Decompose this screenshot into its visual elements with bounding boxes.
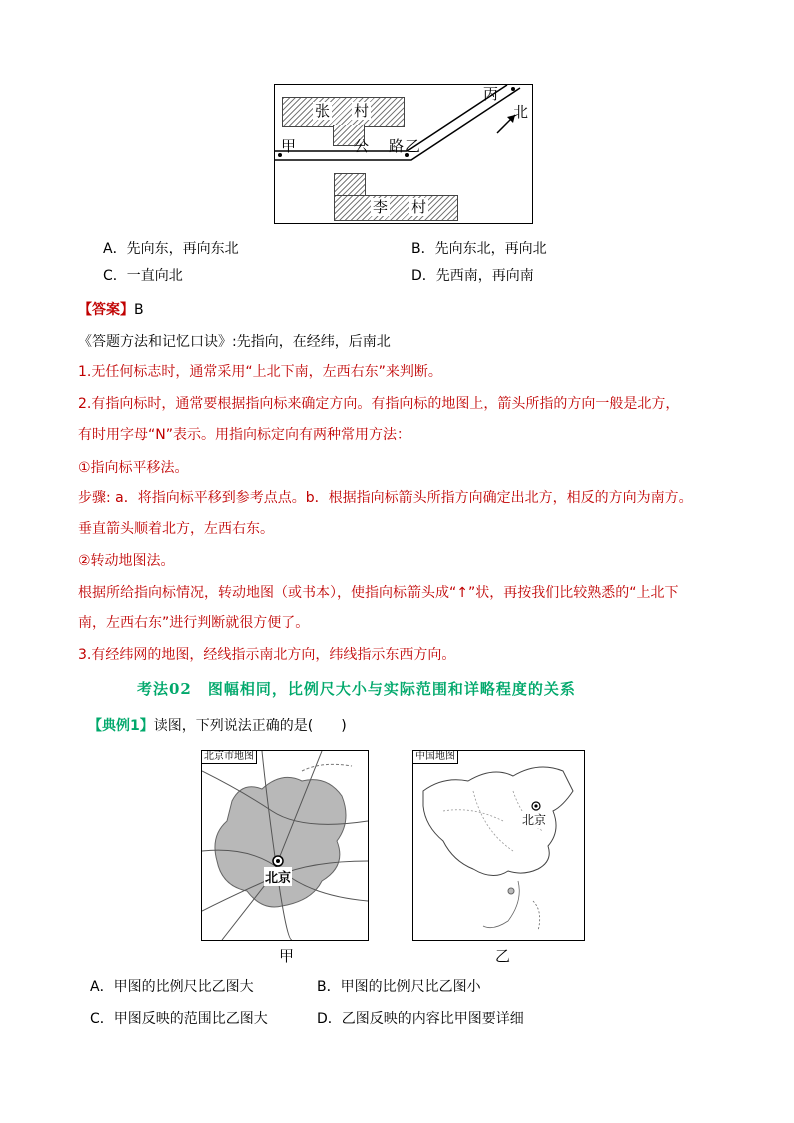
notes-point-3: 3.有经纬网的地图，经线指示南北方向，纬线指示东西方向。	[78, 647, 456, 663]
answer-line	[78, 300, 144, 320]
q1-option-a: A．先向东，再向东北	[103, 241, 239, 257]
china-beijing-label: 北京	[522, 813, 547, 827]
section-heading: 考法02 图幅相同，比例尺大小与实际范围和详略程度的关系	[137, 680, 576, 698]
map-right-caption: 乙	[495, 947, 511, 965]
q1-option-b: B．先向东北，再向北	[411, 241, 547, 257]
answer-value: B	[134, 302, 144, 318]
notes-method-2: ②转动地图法。	[78, 553, 175, 569]
example-tag: 【典例1】	[88, 718, 154, 734]
q2-option-b: B．甲图的比例尺比乙图小	[317, 979, 481, 995]
map-left-caption: 甲	[279, 947, 295, 965]
q2-option-d: D．乙图反映的内容比甲图要详细	[317, 1011, 524, 1027]
cun-label-2: 村	[411, 198, 427, 216]
notes-point-2b: 有时用字母“N”表示。用指向标定向有两种常用方法：	[78, 427, 411, 443]
beijing-map-title: 北京市地图	[202, 751, 257, 764]
zhang-label: 张	[315, 102, 331, 120]
village-road-map	[274, 84, 533, 224]
notes-steps-2: 垂直箭头顺着北方，左西右东。	[78, 521, 274, 537]
point-jia-label: 甲	[281, 137, 297, 155]
li-label: 李	[373, 198, 389, 216]
china-map-title: 中国地图	[413, 751, 458, 764]
li-village-upper	[334, 173, 366, 196]
north-label: 北	[513, 103, 529, 121]
beijing-map-graphic	[202, 751, 368, 940]
notes-title: 《答题方法和记忆口诀》:先指向，在经纬，后南北	[78, 334, 391, 350]
road-label-lu: 路	[389, 137, 405, 155]
point-yi-label: 乙	[405, 137, 421, 155]
q1-option-d: D．先西南，再向南	[411, 268, 534, 284]
notes-method-1: ①指向标平移法。	[78, 460, 189, 476]
beijing-city-label: 北京	[264, 867, 292, 886]
notes-rotate-2: 南，左西右东”进行判断就很方便了。	[78, 615, 310, 631]
example-question-text: 读图，下列说法正确的是( )	[153, 718, 347, 734]
china-map-graphic	[413, 751, 584, 940]
notes-rotate-1: 根据所给指向标情况，转动地图（或书本），使指向标箭头成“↑”状，再按我们比较熟悉的“上北下	[78, 585, 679, 601]
beijing-city-map	[201, 750, 369, 941]
example-question	[88, 716, 347, 736]
notes-point-1: 1.无任何标志时，通常采用“上北下南，左西右东”来判断。	[78, 364, 442, 380]
cun-label-1: 村	[354, 102, 370, 120]
point-bing-label: 丙	[483, 85, 499, 103]
q2-option-a: A．甲图的比例尺比乙图大	[90, 979, 254, 995]
li-village-area	[334, 195, 458, 221]
q2-option-c: C．甲图反映的范围比乙图大	[90, 1011, 268, 1027]
china-map	[412, 750, 585, 941]
answer-label: 【答案】	[78, 302, 134, 318]
q1-option-c: C．一直向北	[103, 268, 183, 284]
notes-steps-1: 步骤: a．将指向标平移到参考点点。b．根据指向标箭头所指方向确定出北方，相反的方向为南方。	[78, 490, 693, 506]
notes-point-2a: 2.有指向标时，通常要根据指向标来确定方向。有指向标的地图上，箭头所指的方向一般是北方，	[78, 396, 680, 412]
road-label-gong: 公	[354, 137, 370, 155]
